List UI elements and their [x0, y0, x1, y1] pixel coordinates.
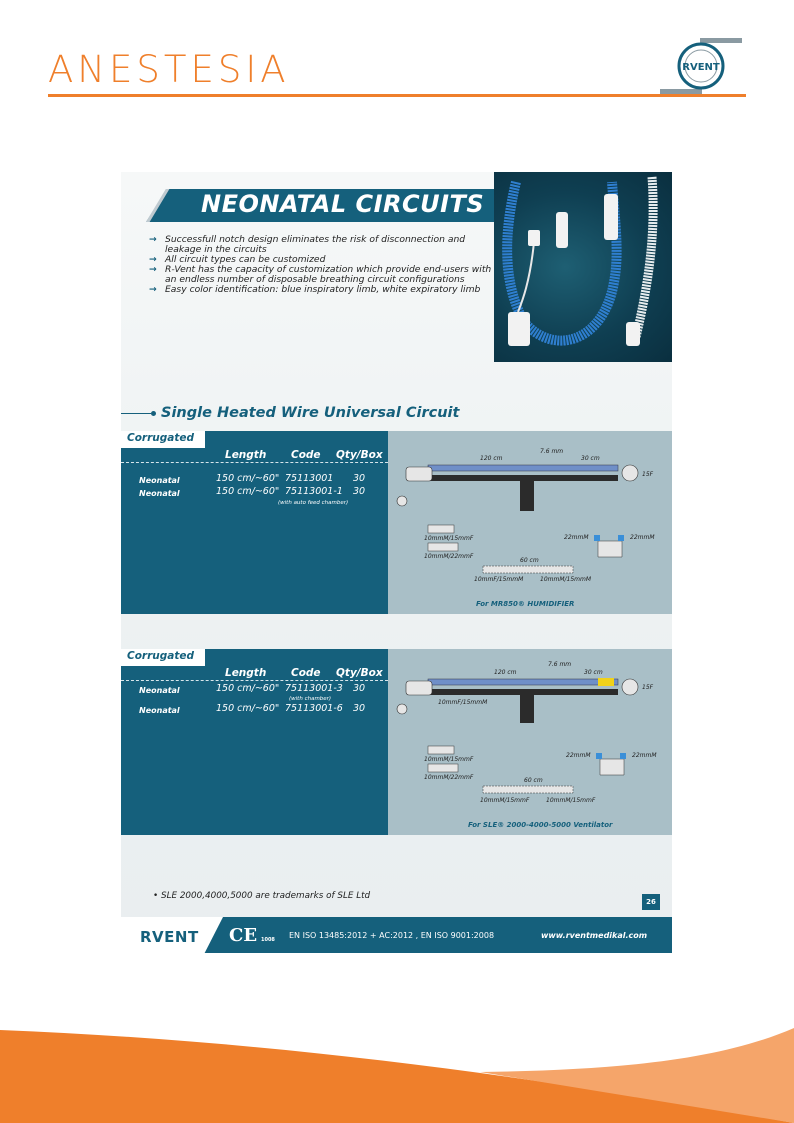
website-link[interactable]: www.rventmedikal.com [541, 931, 648, 940]
table-cell-code: 75113001 [285, 473, 334, 484]
table-cell-type: Neonatal [139, 686, 180, 695]
product-table-1 [121, 431, 388, 614]
table-cell-qty: 30 [353, 486, 366, 497]
diagram-label: 15F [642, 471, 654, 478]
diagram-caption: For SLE® 2000-4000-5000 Ventilator [468, 821, 613, 829]
header-length: Length [225, 449, 267, 461]
decorative-wave [0, 1000, 794, 1123]
brochure-footer [121, 917, 672, 953]
circuit-diagram-2 [388, 649, 672, 835]
trademark-footnote: • SLE 2000,4000,5000 are trademarks of SLE Ltd [153, 891, 371, 901]
diagram-label: 10mmF/15mmM [474, 576, 524, 583]
diagram-label: 10mmM/15mmF [546, 797, 596, 804]
diagram-label: 10mmM/22mmF [424, 774, 474, 781]
table-cell-type: Neonatal [139, 489, 180, 498]
table-cell-code: 75113001-6 [285, 703, 343, 714]
product-photo [494, 172, 672, 362]
title-rule [48, 94, 746, 97]
table-cell-code: 75113001-3 [285, 683, 343, 694]
table-cell-note: (with chamber) [289, 696, 332, 702]
rvent-logo [660, 38, 742, 94]
diagram-label: 10mmM/15mmF [424, 535, 474, 542]
table-cell-qty: 30 [353, 683, 366, 694]
circuit-drawing [388, 431, 672, 614]
header-code: Code [291, 667, 321, 679]
header-code: Code [291, 449, 321, 461]
table-cell-length: 150 cm/~60" [216, 473, 280, 484]
banner-title: NEONATAL CIRCUITS [201, 190, 485, 218]
diagram-label: 60 cm [520, 557, 539, 564]
diagram-label: 10mmM/15mmF [480, 797, 530, 804]
ce-mark: CE [229, 925, 258, 946]
diagram-label: 10mmM/22mmF [424, 553, 474, 560]
brochure-page [121, 172, 672, 953]
diagram-label: 15F [642, 684, 654, 691]
page-title: ANESTESIA [48, 48, 290, 91]
section-bullet [151, 411, 156, 416]
table-cell-qty: 30 [353, 473, 366, 484]
diagram-label: 7.6 mm [540, 448, 564, 455]
tag-corrugated: Corrugated [121, 431, 205, 448]
diagram-label: 22mmM [632, 752, 657, 759]
table-cell-type: Neonatal [139, 476, 180, 485]
diagram-caption: For MR850® HUMIDIFIER [476, 600, 575, 608]
diagram-label: 22mmM [566, 752, 591, 759]
diagram-label: 22mmM [564, 534, 589, 541]
logo-text: RVENT [682, 62, 720, 73]
diagram-label: 120 cm [494, 669, 517, 676]
diagram-label: 10mmF/15mmM [438, 699, 488, 706]
circuit-diagram-1 [388, 431, 672, 614]
list-item: → R-Vent has the capacity of customization which provide end-users with an endless number of disposable breathing circuit configurations [149, 265, 494, 285]
header-length: Length [225, 667, 267, 679]
circuit-drawing [388, 649, 672, 835]
list-item: → All circuit types can be customized [149, 255, 494, 265]
header-qty: Qty/Box [336, 449, 383, 461]
list-item: → Successfull notch design eliminates the risk of disconnection and leakage in the circuits [149, 235, 494, 255]
diagram-label: 22mmM [630, 534, 655, 541]
diagram-label: 7.6 mm [548, 661, 572, 668]
diagram-label: 10mmM/15mmF [424, 756, 474, 763]
page-number: 26 [642, 894, 660, 910]
table-cell-qty: 30 [353, 703, 366, 714]
table-cell-type: Neonatal [139, 706, 180, 715]
table-cell-length: 150 cm/~60" [216, 683, 280, 694]
header-qty: Qty/Box [336, 667, 383, 679]
product-table-2 [121, 649, 388, 835]
diagram-label: 10mmM/15mmM [540, 576, 592, 583]
diagram-label: 60 cm [524, 777, 543, 784]
table-cell-length: 150 cm/~60" [216, 486, 280, 497]
diagram-label: 30 cm [584, 669, 603, 676]
feature-list [149, 235, 494, 295]
section-title: Single Heated Wire Universal Circuit [161, 405, 460, 421]
footer-logo: RVENT [140, 928, 199, 946]
diagram-label: 120 cm [480, 455, 503, 462]
header-divider [121, 462, 388, 463]
iso-certifications: EN ISO 13485:2012 + AC:2012 , EN ISO 9001:2008 [289, 931, 495, 940]
table-cell-code: 75113001-1 [285, 486, 343, 497]
section-rule [121, 413, 151, 414]
ce-number: 1008 [261, 937, 275, 943]
header-divider [121, 680, 388, 681]
diagram-label: 30 cm [581, 455, 600, 462]
tag-corrugated: Corrugated [121, 649, 205, 666]
list-item: → Easy color identification: blue inspiratory limb, white expiratory limb [149, 285, 494, 295]
table-cell-note: (with auto feed chamber) [278, 500, 349, 506]
table-cell-length: 150 cm/~60" [216, 703, 280, 714]
